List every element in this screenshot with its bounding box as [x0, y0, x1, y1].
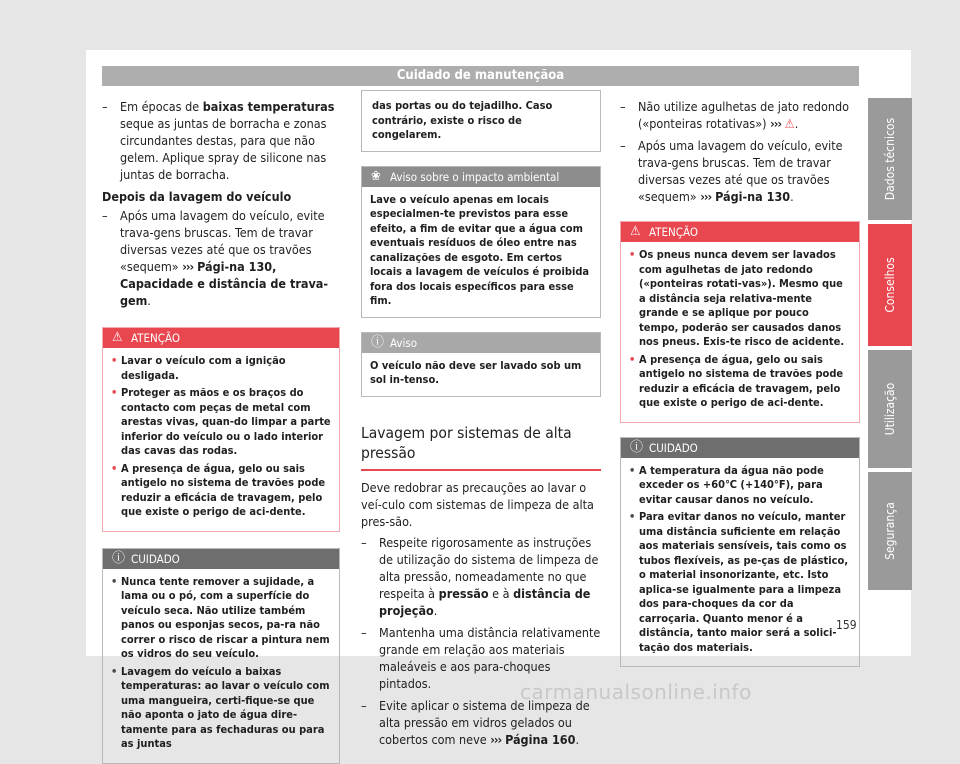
list-item: – Após uma lavagem do veículo, evite trava-gens bruscas. Tem de travar diversas vezes até que os travões «sequem» ››› Pági-na 130, Capacidade e distância de trava-gem.: [102, 207, 340, 309]
page-header: Cuidado de manutençãoa: [102, 66, 859, 86]
page-ref-link[interactable]: Pági-na 130: [711, 189, 791, 204]
attention-bullet: • A presença de água, gelo ou sais antigelo no sistema de travões pode reduzir a eficácia de travagem, pelo que existe o perigo de aci-dente.: [111, 462, 331, 520]
warning-icon[interactable]: ⚠: [784, 116, 795, 131]
care-bullet: • Nunca tente remover a sujidade, a lama ou o pó, com a superfície do veículo seca. Não utilize também panos ou esponjas secos, pa-ra não correr o risco de riscar a pintura nem os vidros do seu veículo.: [111, 575, 331, 662]
attention-header: ⚠ ATENÇÃO: [103, 328, 339, 348]
care-bullet: • Lavagem do veículo a baixas temperaturas: ao lavar o veículo com uma mangueira, certi-fique-se que não aponta o jato de água dire-tamente para as fechaduras ou para as juntas: [111, 665, 331, 752]
warning-icon: ⚠: [112, 330, 123, 345]
ref-arrow-icon: ›››: [182, 259, 194, 274]
list-item: – Não utilize agulhetas de jato redondo («ponteiras rotativas») ››› ⚠.: [620, 98, 860, 132]
subheading: Depois da lavagem do veículo: [102, 189, 292, 204]
attention-bullet: • Proteger as mãos e os braços do contacto com peças de metal com arestas vivas, quan-do limpar a parte inferior do veículo ou o lado interior das cavas das rodas.: [111, 386, 331, 459]
column-1: [102, 98, 340, 764]
tab-seguranca[interactable]: Segurança: [868, 472, 912, 590]
info-circle-icon: ⓘ: [112, 550, 126, 566]
page-number: 159: [836, 618, 857, 632]
attention-box: [102, 327, 340, 532]
page-ref-link[interactable]: Pági-na 130, Capacidade e distância de trava-gem: [120, 259, 329, 308]
list-item: – Após uma lavagem do veículo, evite trava-gens bruscas. Tem de travar diversas vezes até que os travões «sequem» ››› Pági-na 130.: [620, 137, 860, 205]
attention-header: ⚠ ATENÇÃO: [621, 222, 859, 242]
attention-bullet: • A presença de água, gelo ou sais antigelo no sistema de travões pode reduzir a eficácia de travagem, pelo que existe o perigo de aci-dente.: [629, 353, 851, 411]
paragraph: Deve redobrar as precauções ao lavar o veí-culo com sistemas de limpeza de alta pres-são.: [361, 479, 594, 529]
list-item: – Respeite rigorosamente as instruções de utilização do sistema de limpeza de alta pressão, nomeadamente no que respeita à pressão e à distância de projeção.: [361, 534, 601, 619]
care-box-continued: das portas ou do tejadilho. Caso contrário, existe o risco de congelarem.: [361, 90, 601, 152]
environment-header: ❀ Aviso sobre o impacto ambiental: [362, 167, 600, 187]
list-item: – Evite aplicar o sistema de limpeza de alta pressão em vidros gelados ou cobertos com neve ››› Página 160.: [361, 697, 601, 748]
list-item: – Em épocas de baixas temperaturas seque as juntas de borracha e zonas circundantes destas, para que não gelem. Aplique spray de silicone nas juntas de borracha.: [102, 98, 340, 183]
watermark: carmanualsonline.info: [520, 680, 752, 704]
ref-arrow-icon: ›››: [700, 189, 712, 204]
ref-arrow-icon: ›››: [770, 116, 782, 131]
care-header: ⓘ CUIDADO: [621, 438, 859, 458]
care-box: [620, 437, 860, 668]
notice-box: ⓘ Aviso O veículo não deve ser lavado sob um sol in-tenso.: [361, 332, 601, 397]
attention-bullet: • Lavar o veículo com a ignição desligada.: [111, 354, 331, 383]
info-square-icon: ⓘ: [371, 334, 385, 350]
column-2: [361, 90, 601, 753]
warning-icon: ⚠: [630, 224, 641, 239]
ref-arrow-icon: ›››: [490, 731, 502, 747]
info-circle-icon: ⓘ: [630, 439, 644, 455]
notice-header: ⓘ Aviso: [362, 333, 600, 353]
list-item: – Mantenha uma distância relativamente grande em relação aos materiais maleáveis e aos para-choques pintados.: [361, 624, 601, 692]
page-ref-link[interactable]: Página 160: [501, 731, 576, 747]
care-bullet: • Para evitar danos no veículo, manter uma distância suficiente em relação aos materiais sensíveis, tais como os tubos flexíveis, as pe-ças de plástico, o material insonorizante, etc. Isto aplica-se igualmente para a limpeza dos para-choques da cor da carroçaria. Quanto menor é a distância, tanto maior será a solici-tação dos materiais.: [629, 510, 851, 655]
care-bullet: • A temperatura da água não pode exceder os +60℃ (+140°F), para evitar causar danos no veículo.: [629, 464, 851, 508]
care-header: ⓘ CUIDADO: [103, 549, 339, 569]
attention-bullet: • Os pneus nunca devem ser lavados com agulhetas de jato redondo («ponteiras rotati-vas»). Mesmo que a distância seja relativa-mente grande e se aplique por pouco tempo, poderão ser causados danos nos pneus. Exis-te risco de acidente.: [629, 248, 851, 350]
tab-utilizacao[interactable]: Utilização: [868, 350, 912, 468]
care-box: [102, 548, 340, 764]
attention-box: [620, 221, 860, 423]
leaf-icon: ❀: [371, 168, 381, 184]
section-title: Lavagem por sistemas de alta pressão: [361, 423, 601, 471]
environment-box: ❀ Aviso sobre o impacto ambiental Lave o veículo apenas em locais especialmen-te previstos para esse efeito, a fim de evitar que a água com eventuais resíduos de óleo entre nas canalizações de esgoto. Em certos locais a lavagem de veículos é proibida fora dos locais específicos para esse fim.: [361, 166, 601, 318]
column-3: [620, 98, 860, 667]
tab-dados-tecnicos[interactable]: Dados técnicos: [868, 98, 912, 220]
tab-conselhos[interactable]: Conselhos: [868, 224, 912, 346]
